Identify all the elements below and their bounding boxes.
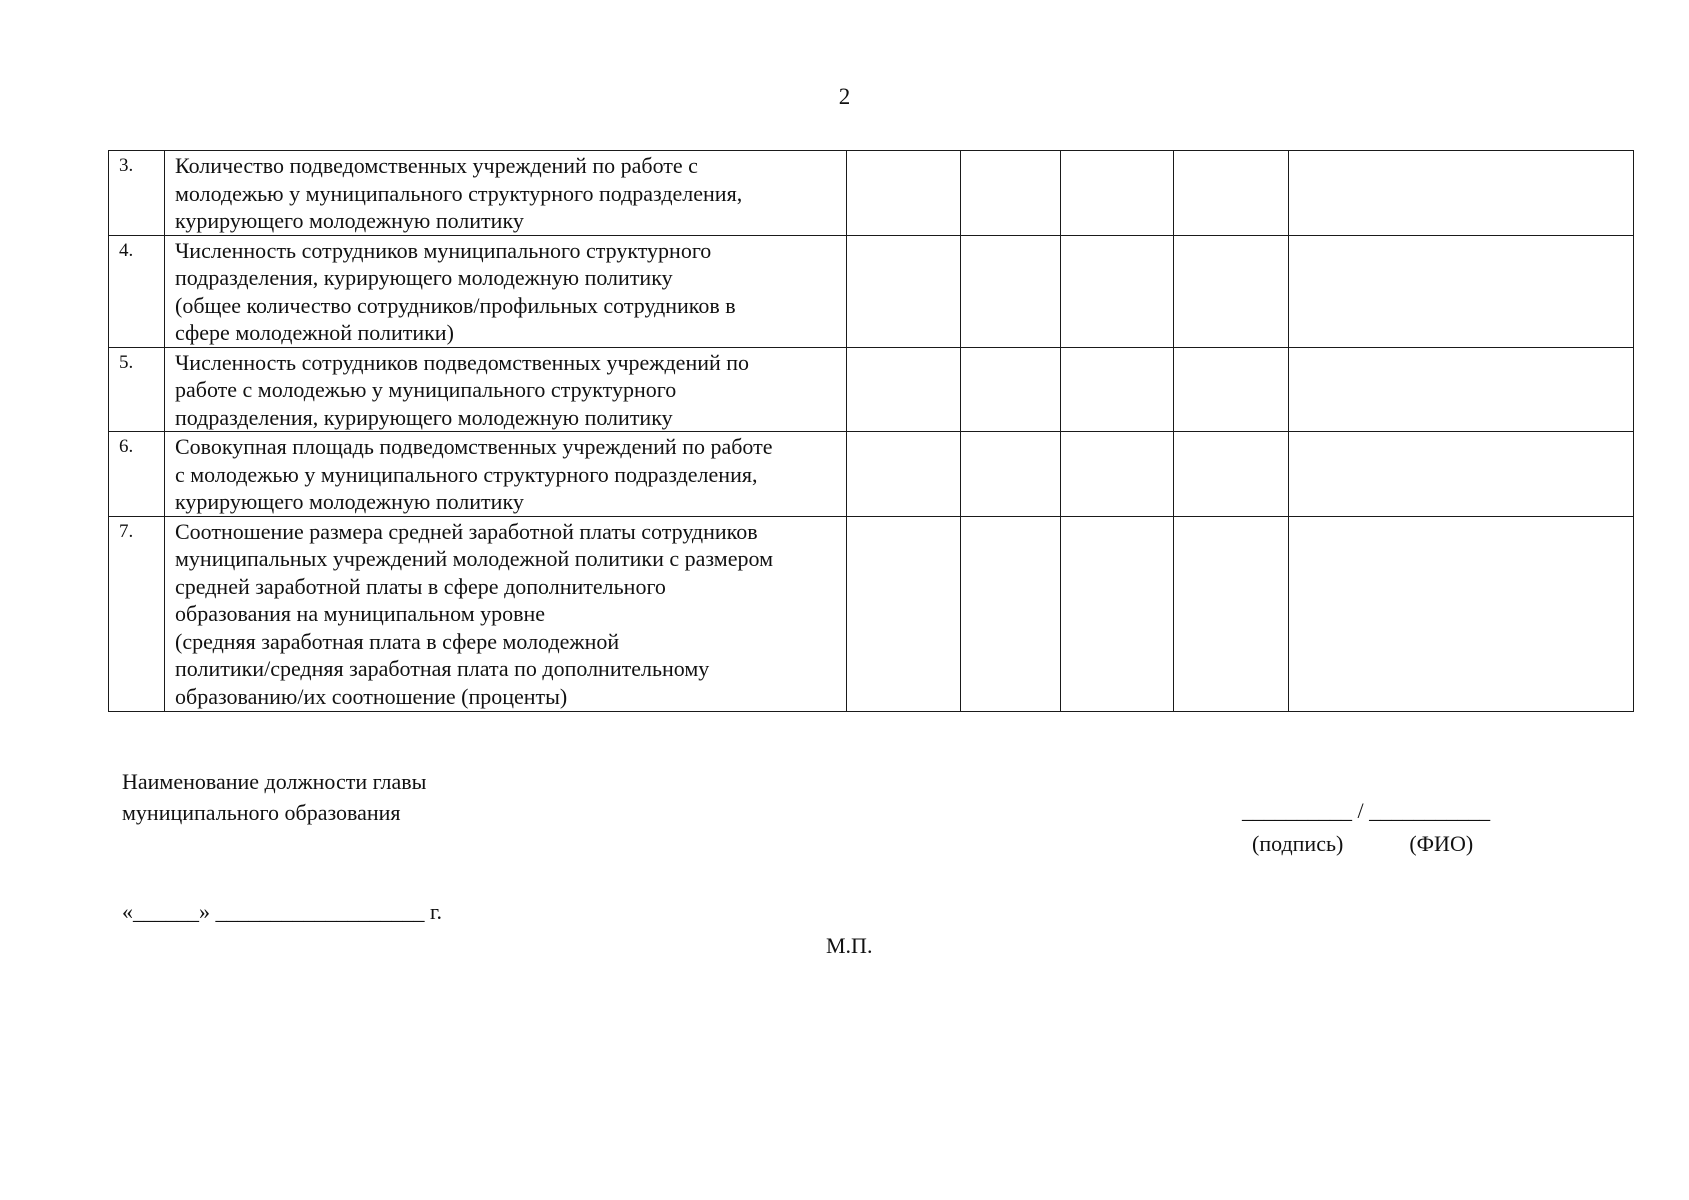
indicator-description-line: средней заработной платы в сфере дополнительного	[175, 573, 666, 599]
table-row	[109, 347, 1634, 432]
value-cell	[1289, 151, 1634, 236]
value-cell	[1289, 516, 1634, 711]
value-cell	[1174, 151, 1289, 236]
indicator-description-line: образованию/их соотношение (проценты)	[175, 683, 568, 709]
value-cell	[1174, 432, 1289, 517]
value-cell	[961, 432, 1061, 517]
value-cell	[1061, 347, 1174, 432]
signature-lines: __________ / ___________	[1242, 798, 1491, 823]
indicator-description-line: работе с молодежью у муниципального структурного	[175, 377, 677, 402]
official-position	[122, 766, 426, 828]
value-cell	[1174, 516, 1289, 711]
value-cell	[961, 151, 1061, 236]
value-cell	[847, 347, 961, 432]
indicators-table	[108, 150, 1634, 712]
indicator-description-line: Количество подведомственных учреждений по работе с	[175, 153, 698, 178]
row-number-cell: 7.	[109, 516, 165, 711]
value-cell	[1061, 432, 1174, 517]
indicator-description-line: курирующего молодежную политику	[175, 208, 524, 233]
indicator-description-line: Численность сотрудников муниципального структурного	[175, 237, 712, 263]
row-number-cell: 5.	[109, 347, 165, 432]
value-cell	[1174, 347, 1289, 432]
row-number-cell: 6.	[109, 432, 165, 517]
indicator-description-line: (общее количество сотрудников/профильных сотрудников в	[175, 292, 736, 318]
indicator-description-line: подразделения, курирующего молодежную политику	[175, 265, 673, 290]
indicator-description-cell	[165, 151, 847, 236]
indicator-description-line: Совокупная площадь подведомственных учреждений по работе	[175, 434, 773, 459]
value-cell	[1061, 235, 1174, 347]
value-cell	[1289, 235, 1634, 347]
date-line: «______» ___________________ г.	[122, 899, 443, 924]
signature-captions	[1252, 831, 1473, 857]
table-row	[109, 516, 1634, 711]
full-name-caption: (ФИО)	[1409, 831, 1474, 856]
indicator-description-line: сфере молодежной политики)	[175, 320, 454, 345]
row-number-cell: 3.	[109, 151, 165, 236]
indicator-description-line: Численность сотрудников подведомственных учреждений по	[175, 349, 750, 375]
table-row	[109, 432, 1634, 517]
indicator-description-cell	[165, 432, 847, 517]
value-cell	[847, 235, 961, 347]
value-cell	[1061, 516, 1174, 711]
page-number: 2	[838, 84, 851, 109]
indicators-table-body	[109, 151, 1634, 712]
indicator-description-line: Соотношение размера средней заработной платы сотрудников	[175, 518, 758, 544]
indicator-description-line: подразделения, курирующего молодежную политику	[175, 404, 673, 430]
indicator-description-line: курирующего молодежную политику	[175, 489, 524, 514]
table-row	[109, 151, 1634, 236]
indicator-description-cell	[165, 235, 847, 347]
value-cell	[847, 516, 961, 711]
indicator-description-cell	[165, 347, 847, 432]
value-cell	[1289, 347, 1634, 432]
indicator-description-line: образования на муниципальном уровне	[175, 601, 546, 626]
table-row	[109, 235, 1634, 347]
value-cell	[1289, 432, 1634, 517]
value-cell	[961, 347, 1061, 432]
value-cell	[961, 235, 1061, 347]
value-cell	[847, 432, 961, 517]
indicator-description-line: муниципальных учреждений молодежной политики с размером	[175, 546, 773, 571]
indicator-description-cell	[165, 516, 847, 711]
stamp-place-label: М.П.	[826, 933, 873, 958]
row-number-cell: 4.	[109, 235, 165, 347]
indicator-description-line: с молодежью у муниципального структурного подразделения,	[175, 461, 758, 487]
value-cell	[1174, 235, 1289, 347]
value-cell	[847, 151, 961, 236]
signature-caption: (подпись)	[1252, 831, 1344, 856]
indicator-description-line: (средняя заработная плата в сфере молодежной	[175, 628, 620, 654]
indicator-description-line: политики/средняя заработная плата по дополнительному	[175, 656, 710, 681]
value-cell	[1061, 151, 1174, 236]
value-cell	[961, 516, 1061, 711]
official-position-line-1: Наименование должности главы	[122, 769, 427, 794]
indicator-description-line: молодежью у муниципального структурного подразделения,	[175, 180, 743, 206]
official-position-line-2: муниципального образования	[122, 800, 401, 825]
